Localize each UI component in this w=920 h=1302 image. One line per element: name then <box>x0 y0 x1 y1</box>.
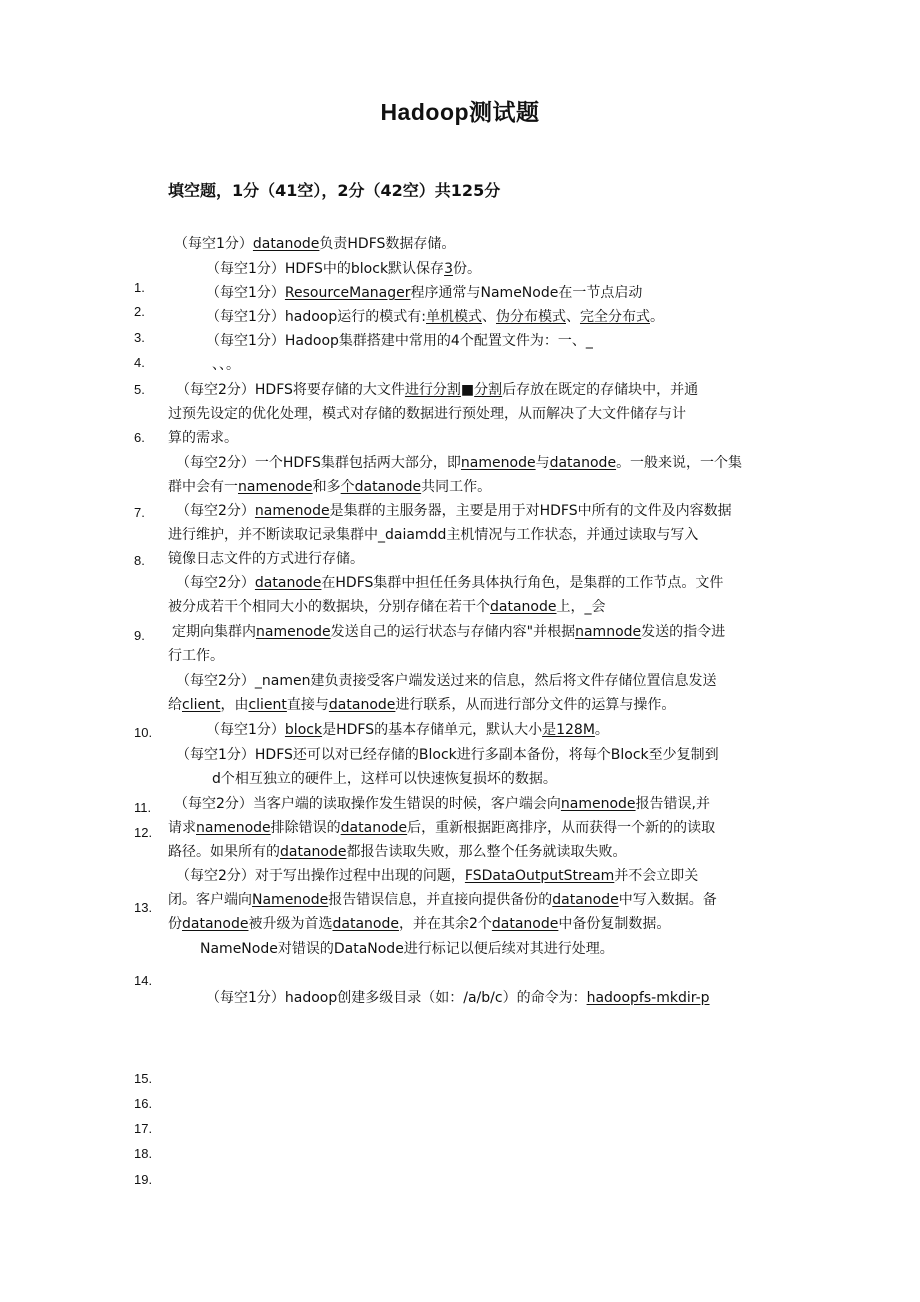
text-segment: ，并在其余2个 <box>398 916 492 932</box>
text-segment: （每空1分）hadoop创建多级目录（如：/a/b/c）的命令为： <box>206 990 587 1006</box>
text-segment: NameNode对错误的DataNode进行标记以便后续对其进行处理。 <box>200 941 614 957</box>
text-segment: （每空1分）HDFS还可以对已经存储的Block进行多副本备份，将每个Block至少复制到 <box>176 747 719 763</box>
text-segment: 在HDFS集群中担任任务具体执行角色，是集群的工作节点。文件 <box>321 575 724 591</box>
text-segment: （每空1分）HDFS中的block默认保存 <box>206 261 445 277</box>
text-segment: 进行维护，并不断读取记录集群中_daiamdd主机情况与工作状态，并通过读取与写入 <box>168 527 699 543</box>
text-segment: 闭。客户端向 <box>168 892 252 908</box>
text-segment: 都报告读取失败，那么整个任务就读取失败。 <box>346 844 627 860</box>
text-line <box>168 549 364 569</box>
answer-blank: client <box>182 697 221 713</box>
text-line <box>174 794 710 814</box>
text-segment: 路径。如果所有的 <box>168 844 280 860</box>
answer-blank: hadoopfs-mkdir-p <box>586 990 710 1006</box>
question-number: 14. <box>134 973 153 988</box>
text-segment: 被升级为首选 <box>248 916 333 932</box>
text-segment: 并不会立即关 <box>614 868 699 884</box>
text-line <box>174 234 455 254</box>
text-line <box>168 477 491 497</box>
answer-blank: datanode <box>254 575 322 591</box>
answer-blank: 进行分割 <box>404 382 461 398</box>
question-number: 7. <box>134 505 145 520</box>
question-number: 6. <box>134 430 145 445</box>
text-segment: （每空1分） <box>206 285 285 301</box>
text-segment: 直接与 <box>286 697 329 713</box>
text-segment: （每空2分） <box>176 575 255 591</box>
text-segment: （每空2分）HDFS将要存储的大文件 <box>176 382 405 398</box>
text-segment: 、 <box>481 309 496 325</box>
text-segment: 发送自己的运行状态与存储内容"并根据 <box>330 624 576 640</box>
text-segment: 。一般来说，一个集 <box>616 455 743 471</box>
text-line <box>176 380 698 400</box>
text-line <box>206 307 664 327</box>
text-line <box>168 646 224 666</box>
text-line <box>176 501 732 521</box>
text-segment: （每空2分）一个HDFS集群包括两大部分，即 <box>176 455 461 471</box>
answer-blank: datanode <box>182 916 249 932</box>
text-line <box>168 842 626 862</box>
answer-blank: 个datanode <box>340 479 422 495</box>
answer-blank: datanode <box>549 455 617 471</box>
text-segment: 和多 <box>312 479 341 495</box>
answer-blank: namenode <box>196 820 271 836</box>
answer-blank: namenode <box>254 503 330 519</box>
text-segment: 群中会有一 <box>168 479 238 495</box>
text-segment: （每空1分）Hadoop集群搭建中常用的4个配置文件为：一、_ <box>206 333 593 349</box>
text-line <box>176 745 719 765</box>
text-segment: 是HDFS的基本存储单元，默认大小 <box>322 722 543 738</box>
text-line <box>168 914 670 934</box>
question-number: 17. <box>134 1121 153 1136</box>
text-line <box>176 453 742 473</box>
text-segment: 中写入数据。备 <box>618 892 717 908</box>
question-number: 15. <box>134 1071 153 1086</box>
answer-blank: block <box>284 722 323 738</box>
text-line <box>212 769 557 789</box>
question-number: 8. <box>134 553 145 568</box>
text-line <box>168 428 238 448</box>
text-segment: ，由 <box>220 697 249 713</box>
question-number: 2. <box>134 304 145 319</box>
answer-blank: FSDataOutputStream <box>464 868 615 884</box>
question-number: 3. <box>134 330 145 345</box>
answer-blank: namenode <box>256 624 331 640</box>
section-heading: 填空题，1分（41空），2分（42空）共125分 <box>168 181 501 200</box>
answer-blank: datanode <box>552 892 619 908</box>
question-number: 4. <box>134 355 145 370</box>
text-line <box>176 671 716 691</box>
question-number: 13. <box>134 900 153 915</box>
question-number: 16. <box>134 1096 153 1111</box>
text-segment: 份 <box>168 916 182 932</box>
answer-blank: 是128M <box>542 722 595 738</box>
text-segment: （每空1分）hadoop运行的模式有: <box>206 309 426 325</box>
answer-blank: datanode <box>490 599 557 615</box>
text-line <box>206 283 642 303</box>
text-segment: 定期向集群内 <box>172 624 256 640</box>
answer-blank: datanode <box>280 844 347 860</box>
question-number: 10. <box>134 725 153 740</box>
text-segment: 、 <box>565 309 580 325</box>
text-line <box>206 988 710 1008</box>
text-segment: 份。 <box>452 261 481 277</box>
answer-blank: ResourceManager <box>284 285 411 301</box>
text-segment: 共同工作。 <box>421 479 492 495</box>
text-segment: d个相互独立的硬件上，这样可以快速恢复损坏的数据。 <box>212 771 557 787</box>
text-line <box>168 525 698 545</box>
text-line <box>212 355 240 375</box>
text-segment: 给 <box>168 697 182 713</box>
question-number: 11. <box>134 800 152 815</box>
text-segment: 程序通常与NameNode在一节点启动 <box>410 285 643 301</box>
text-segment: 。 <box>594 722 609 738</box>
text-segment: 报告错误,并 <box>635 796 711 812</box>
text-line <box>168 404 686 424</box>
text-segment: 镜像日志文件的方式进行存储。 <box>168 551 364 567</box>
text-segment: 、、。 <box>212 357 240 373</box>
text-line <box>168 695 675 715</box>
text-segment: 是集群的主服务器，主要是用于对HDFS中所有的文件及内容数据 <box>329 503 732 519</box>
answer-blank: 分割 <box>474 382 503 398</box>
text-line <box>206 720 609 740</box>
text-line <box>168 818 715 838</box>
answer-blank: datanode <box>340 820 408 836</box>
text-segment: ■ <box>460 382 475 398</box>
text-line <box>206 259 481 279</box>
question-number: 9. <box>134 628 145 643</box>
text-segment: 上，_会 <box>556 599 606 615</box>
text-segment: 后存放在既定的存储块中，并通 <box>502 382 699 398</box>
text-segment: 发送的指令进 <box>641 624 726 640</box>
answer-blank: 3 <box>444 261 453 277</box>
text-line <box>176 573 723 593</box>
text-line <box>206 331 593 351</box>
answer-blank: datanode <box>328 697 396 713</box>
answer-blank: client <box>248 697 287 713</box>
text-segment: 行工作。 <box>168 648 224 664</box>
text-segment: 后，重新根据距离排序，从而获得一个新的的读取 <box>407 820 716 836</box>
answer-blank: datanode <box>252 236 320 252</box>
answer-blank: datanode <box>491 916 559 932</box>
answer-blank: 完全分布式 <box>579 309 650 325</box>
text-segment: （每空2分） <box>176 503 255 519</box>
text-segment: 与 <box>535 455 550 471</box>
answer-blank: 伪分布模式 <box>495 309 566 325</box>
question-number: 18. <box>134 1146 153 1161</box>
text-segment: 请求 <box>168 820 196 836</box>
text-segment: 被分成若干个相同大小的数据块，分别存储在若干个 <box>168 599 490 615</box>
text-segment: 负责HDFS数据存储。 <box>319 236 456 252</box>
text-segment: （每空1分） <box>206 722 285 738</box>
text-line <box>176 866 698 886</box>
answer-blank: Namenode <box>252 892 329 908</box>
text-segment: （每空2分）对于写出操作过程中出现的问题， <box>176 868 465 884</box>
text-segment: 排除错误的 <box>270 820 341 836</box>
question-number: 5. <box>134 382 145 397</box>
question-number: 19. <box>134 1172 153 1187</box>
text-segment: 进行联系，从而进行部分文件的运算与操作。 <box>395 697 676 713</box>
text-segment: 算的需求。 <box>168 430 238 446</box>
text-segment: 过预先设定的优化处理，模式对存储的数据进行预处理，从而解决了大文件储存与计 <box>168 406 686 422</box>
text-segment: 。 <box>649 309 664 325</box>
answer-blank: namenode <box>238 479 313 495</box>
answer-blank: namnode <box>575 624 642 640</box>
text-segment: （每空2分）_namen建负责接受客户端发送过来的信息，然后将文件存储位置信息发送 <box>176 673 717 689</box>
answer-blank: 单机模式 <box>425 309 482 325</box>
question-number: 12. <box>134 825 153 840</box>
text-segment: 报告错误信息，并直接向提供备份的 <box>328 892 553 908</box>
text-segment: （每空1分） <box>174 236 253 252</box>
question-number: 1. <box>134 280 145 295</box>
text-segment: （每空2分）当客户端的读取操作发生错误的时候，客户端会向 <box>174 796 561 812</box>
text-segment: 中备份复制数据。 <box>558 916 671 932</box>
answer-blank: datanode <box>332 916 399 932</box>
text-line <box>168 597 605 617</box>
answer-blank: namenode <box>560 796 636 812</box>
text-line <box>200 939 614 959</box>
text-line <box>172 622 725 642</box>
answer-blank: namenode <box>460 455 536 471</box>
text-line <box>168 890 717 910</box>
page-title: Hadoop测试题 <box>380 99 540 125</box>
